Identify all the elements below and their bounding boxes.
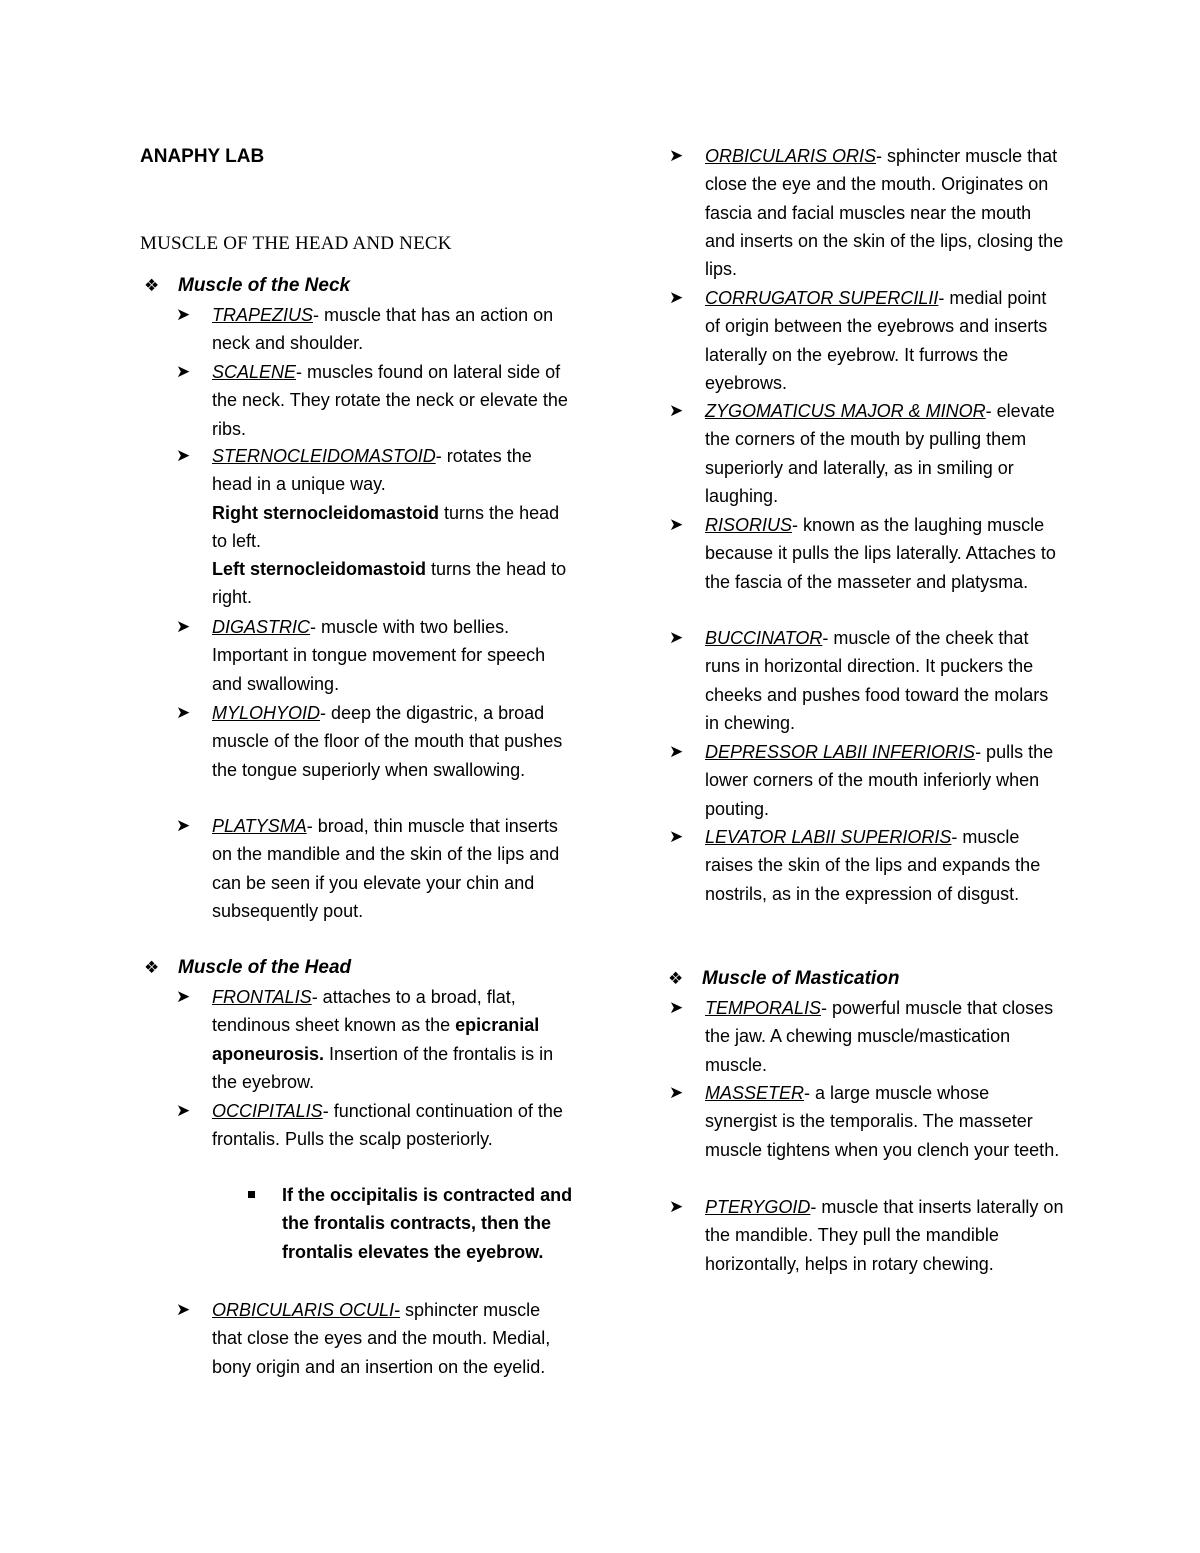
arrow-bullet-icon: ➤ — [176, 305, 191, 324]
list-item-pterygoid — [669, 1193, 1065, 1278]
arrow-bullet-icon: ➤ — [176, 816, 191, 835]
list-item-trapezius — [176, 301, 572, 358]
muscle-description: - elevate the corners of the mouth by pulling them superiorly and laterally, as in smiling or laughing. — [705, 401, 1055, 506]
occipitalis-note — [282, 1181, 582, 1266]
section-heading-mastication — [668, 965, 900, 993]
muscle-description: - medial point of origin between the eyebrows and inserts laterally on the eyebrow. It furrows the eyebrows. — [705, 288, 1048, 393]
muscle-term: MASSETER — [705, 1083, 805, 1103]
section-heading-neck — [144, 272, 351, 300]
muscle-description: - muscle raises the skin of the lips and expands the nostrils, as in the expression of disgust. — [705, 827, 1041, 904]
arrow-bullet-icon: ➤ — [176, 362, 191, 381]
document-title: ANAPHY LAB — [140, 146, 265, 167]
list-item-depressor-labii — [669, 738, 1065, 823]
arrow-bullet-icon: ➤ — [669, 827, 684, 846]
muscle-description: - powerful muscle that closes the jaw. A chewing muscle/mastication muscle. — [705, 998, 1054, 1075]
arrow-bullet-icon: ➤ — [176, 446, 191, 465]
muscle-term: ORBICULARIS ORIS — [705, 146, 877, 166]
note-rest: turns the head to left. — [212, 502, 560, 551]
list-item-scalene — [176, 358, 572, 443]
diamond-bullet-icon: ❖ — [144, 958, 160, 977]
arrow-bullet-icon: ➤ — [176, 1101, 191, 1120]
square-bullet-icon — [248, 1191, 255, 1198]
sterno-note-left — [212, 555, 572, 612]
sterno-note-right — [212, 499, 572, 556]
muscle-description: - pulls the lower corners of the mouth inferiorly when pouting. — [705, 742, 1054, 819]
muscle-term: STERNOCLEIDOMASTOID — [212, 446, 436, 466]
note-bold: Right sternocleidomastoid — [212, 502, 440, 523]
muscle-term: ORBICULARIS OCULI- — [212, 1300, 401, 1320]
muscle-description: - sphincter muscle that close the eye and the mouth. Originates on fascia and facial muscles near the mouth and inserts on the skin of the lips, closing the lips. — [705, 146, 1064, 280]
list-item-occipitalis — [176, 1097, 572, 1154]
arrow-bullet-icon: ➤ — [176, 703, 191, 722]
arrow-bullet-icon: ➤ — [176, 617, 191, 636]
arrow-bullet-icon: ➤ — [669, 146, 684, 165]
muscle-description: - a large muscle whose synergist is the temporalis. The masseter muscle tightens when you clench your teeth. — [705, 1083, 1060, 1160]
note-bold: Left sternocleidomastoid — [212, 559, 427, 580]
list-item-platysma — [176, 812, 572, 925]
list-item-zygomaticus — [669, 397, 1065, 510]
muscle-description: - functional continuation of the frontalis. Pulls the scalp posteriorly. — [212, 1101, 563, 1150]
muscle-term: CORRUGATOR SUPERCILII — [705, 288, 939, 308]
muscle-description: Insertion of the frontalis is in the eyebrow. — [212, 1043, 554, 1092]
arrow-bullet-icon: ➤ — [669, 628, 684, 647]
section-heading-head — [144, 954, 352, 982]
list-item-sternocleidomastoid — [176, 442, 572, 612]
arrow-bullet-icon: ➤ — [669, 1083, 684, 1102]
muscle-term: RISORIUS — [705, 515, 793, 535]
muscle-description: - muscle that inserts laterally on the mandible. They pull the mandible horizontally, helps in rotary chewing. — [705, 1197, 1064, 1274]
list-item-orbicularis-oculi — [176, 1296, 572, 1381]
note-text: If the occipitalis is contracted and the frontalis contracts, then the frontalis elevates the eyebrow. — [282, 1185, 573, 1262]
muscle-term: TRAPEZIUS — [212, 305, 314, 325]
list-item-orbicularis-oris — [669, 142, 1065, 283]
list-item-digastric — [176, 613, 572, 698]
muscle-description: - rotates the head in a unique way. — [212, 446, 532, 495]
muscle-term: DIGASTRIC — [212, 617, 311, 637]
arrow-bullet-icon: ➤ — [669, 998, 684, 1017]
list-item-risorius — [669, 511, 1065, 596]
list-item-levator-labii — [669, 823, 1065, 908]
list-item-frontalis — [176, 983, 572, 1096]
note-rest: turns the head to right. — [212, 559, 567, 608]
list-item-buccinator — [669, 624, 1065, 737]
list-item-masseter — [669, 1079, 1065, 1164]
arrow-bullet-icon: ➤ — [669, 401, 684, 420]
muscle-description: - muscle of the cheek that runs in horizontal direction. It puckers the cheeks and pushes food toward the molars in chewing. — [705, 628, 1049, 733]
muscle-description: - muscle that has an action on neck and shoulder. — [212, 305, 554, 354]
muscle-term: BUCCINATOR — [705, 628, 823, 648]
arrow-bullet-icon: ➤ — [669, 1197, 684, 1216]
muscle-term: SCALENE — [212, 362, 297, 382]
arrow-bullet-icon: ➤ — [176, 1300, 191, 1319]
arrow-bullet-icon: ➤ — [669, 288, 684, 307]
arrow-bullet-icon: ➤ — [669, 515, 684, 534]
arrow-bullet-icon: ➤ — [176, 987, 191, 1006]
list-item-corrugator-supercilii — [669, 284, 1065, 397]
section-label: Muscle of the Neck — [178, 275, 351, 296]
muscle-term: TEMPORALIS — [705, 998, 822, 1018]
list-item-mylohyoid — [176, 699, 572, 784]
section-label: Muscle of the Head — [178, 957, 352, 978]
muscle-description: - broad, thin muscle that inserts on the mandible and the skin of the lips and can be seen if you elevate your chin and subsequently pout. — [212, 816, 560, 921]
section-label: Muscle of Mastication — [702, 968, 900, 989]
muscle-term: DEPRESSOR LABII INFERIORIS — [705, 742, 976, 762]
muscle-description: - deep the digastric, a broad muscle of the floor of the mouth that pushes the tongue superiorly when swallowing. — [212, 703, 563, 780]
muscle-bold-term: epicranial aponeurosis. — [212, 1015, 540, 1064]
list-item-temporalis — [669, 994, 1065, 1079]
muscle-term: LEVATOR LABII SUPERIORIS — [705, 827, 952, 847]
muscle-term: PLATYSMA — [212, 816, 307, 836]
muscle-description: - muscles found on lateral side of the neck. They rotate the neck or elevate the ribs. — [212, 362, 568, 439]
diamond-bullet-icon: ❖ — [668, 969, 684, 988]
muscle-term: FRONTALIS — [212, 987, 312, 1007]
muscle-description: - muscle with two bellies. Important in tongue movement for speech and swallowing. — [212, 617, 546, 694]
muscle-term: MYLOHYOID — [212, 703, 321, 723]
document-heading: MUSCLE OF THE HEAD AND NECK — [140, 233, 452, 254]
muscle-description: - attaches to a broad, flat, tendinous sheet known as the — [212, 987, 516, 1036]
diamond-bullet-icon: ❖ — [144, 276, 160, 295]
muscle-term: OCCIPITALIS — [212, 1101, 323, 1121]
muscle-description: sphincter muscle that close the eyes and the mouth. Medial, bony origin and an insertion on the eyelid. — [212, 1300, 551, 1377]
arrow-bullet-icon: ➤ — [669, 742, 684, 761]
muscle-term: PTERYGOID — [705, 1197, 811, 1217]
muscle-term: ZYGOMATICUS MAJOR & MINOR — [705, 401, 986, 421]
muscle-description: - known as the laughing muscle because it pulls the lips laterally. Attaches to the fascia of the masseter and platysma. — [705, 515, 1056, 592]
